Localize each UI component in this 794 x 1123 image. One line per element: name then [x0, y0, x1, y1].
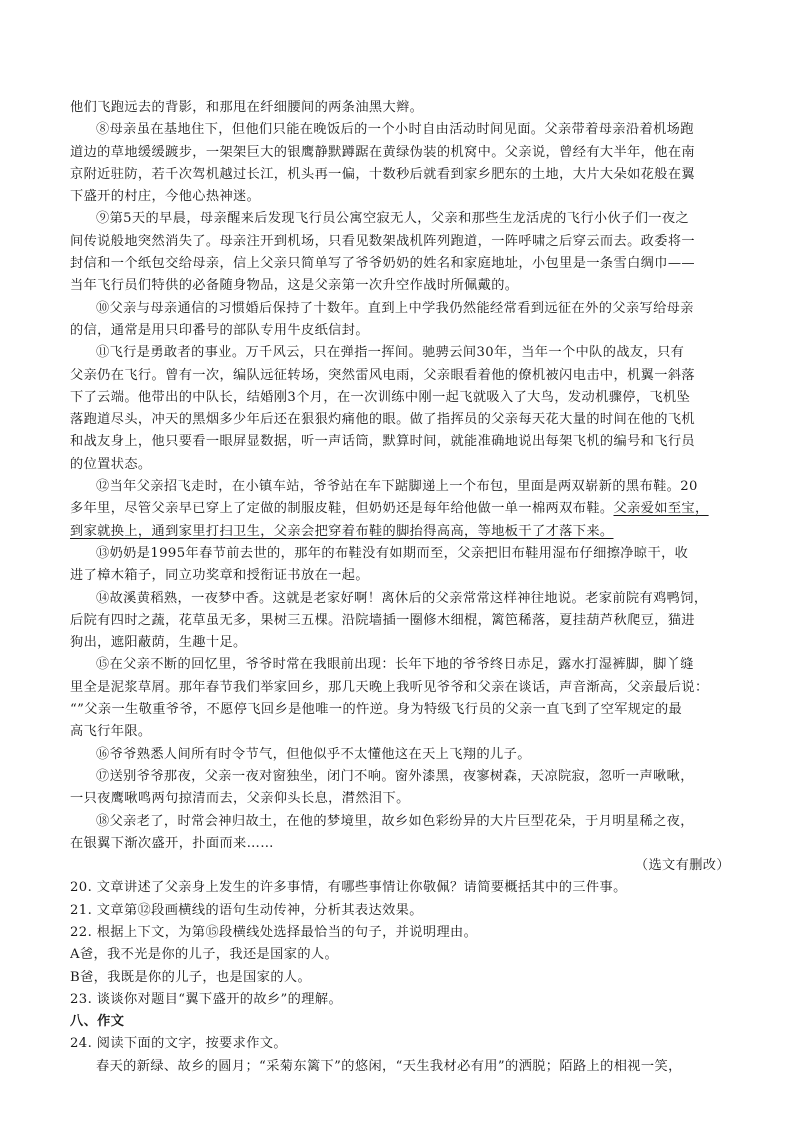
passage-line	[70, 298, 732, 320]
passage-line	[70, 454, 732, 476]
passage-line-text: “”父亲一生敬重爷爷，不愿停飞回乡是他唯一的忤逆。身为特级飞行员的父亲一直飞到了空军规定的最	[70, 702, 683, 718]
passage-line	[70, 320, 732, 342]
passage-line-text: 下盛开的村庄，今他心热神迷。	[70, 189, 261, 205]
passage-line	[70, 610, 732, 632]
passage-line-text: ⑨第5天的早晨，母亲醒来后发现飞行员公寓空寂无人，父亲和那些生龙活虎的飞行小伙子们一夜之	[96, 211, 690, 227]
passage-line-text: 进了樟木箱子，同立功奖章和授衔证书放在一起。	[70, 568, 369, 584]
passage-line	[70, 766, 732, 788]
passage-line-text: ⑪飞行是勇敢者的事业。万千风云，只在弹指一挥间。驰骋云间30年，当年一个中队的战友，只有	[96, 345, 685, 361]
passage-line-text: 和战友身上，他只要看一眼屏显数据，听一声话筒，默算时间，就能准确地说出每架飞机的编号和飞行员	[70, 434, 696, 450]
passage-line-text: ⑫当年父亲招飞走时，在小镇车站，爷爷站在车下踮脚递上一个布包，里面是两双崭新的黑布鞋。20	[96, 479, 698, 495]
passage-line-text: 的位置状态。	[70, 456, 152, 472]
passage-line-text: 高飞行年限。	[70, 724, 152, 740]
passage-line-text: ⑰送别爷爷那夜，父亲一夜对窗独坐，闭门不响。窗外漆黑，夜寥树森，天凉院寂，忽听一声啾啾，	[96, 768, 694, 784]
question-line: 22. 根据上下文，为第⑮段横线处选择最恰当的句子，并说明理由。	[70, 924, 478, 940]
passage-line	[70, 387, 732, 409]
passage-line	[70, 811, 732, 833]
passage-line	[70, 476, 732, 498]
writing-prompt-label: 24. 阅读下面的文字，按要求作文。	[70, 1036, 287, 1052]
passage-line	[70, 788, 732, 810]
passage-line	[70, 119, 732, 141]
passage-line	[70, 654, 732, 676]
passage-line	[70, 431, 732, 453]
question-list	[70, 877, 732, 1011]
passage-line-text: 落跑道尽头，冲天的黑烟多少年后还在狠狠灼痛他的眼。做了指挥员的父亲每天花大量的时间在他的飞机	[70, 412, 696, 428]
passage-line	[70, 498, 732, 520]
passage-line	[70, 521, 732, 543]
passage-line-text: 狗出，遮阳蔽荫，生趣十足。	[70, 635, 247, 651]
passage-line	[70, 97, 732, 119]
passage-line	[70, 699, 732, 721]
source-note: （选文有删改）	[634, 858, 730, 874]
passage-line-text: 多年里，尽管父亲早已穿上了定做的制服皮鞋，但奶奶还是每年给他做一单一棉两双布鞋。	[70, 501, 614, 517]
passage-line-text: ⑬奶奶是1995年春节前去世的，那年的布鞋没有如期而至，父亲把旧布鞋用湿布仔细擦净晾干，收	[96, 545, 689, 561]
passage-line-text: 父亲仍在飞行。曾有一次，编队远征转场，突然雷风电雨，父亲眼看着他的僚机被闪电击中，机翼一斜落	[70, 367, 696, 383]
passage-line-text: 道边的草地缓缓踱步，一架架巨大的银鹰静默蹲踞在黄绿伪装的机窝中。父亲说，曾经有大半年，他在南	[70, 144, 696, 160]
passage-line	[70, 142, 732, 164]
passage-line	[70, 164, 732, 186]
passage-line-text: 他们飞跑远去的背影，和那甩在纤细腰间的两条油黑大辫。	[70, 100, 424, 115]
passage-line-text: ⑯爷爷熟悉人间所有时令节气，但他似乎不太懂他这在天上飞翔的儿子。	[96, 746, 531, 762]
passage-line-text: ⑩父亲与母亲通信的习惯婚后保持了十数年。直到上中学我仍然能经常看到远征在外的父亲写给母亲	[96, 300, 694, 316]
passage-line-text: 里全是泥浆草屑。那年春节我们举家回乡，那几天晚上我听见爷爷和父亲在谈话，声音渐高，父亲最后说：	[70, 679, 709, 695]
underlined-sentence: 到家就换上，通到家里打扫卫生，父亲会把穿着布鞋的脚抬得高高，等地板干了才落下来。	[70, 523, 614, 539]
passage-line	[70, 588, 732, 610]
passage-line	[70, 677, 732, 699]
question-line: 21. 文章第⑫段画横线的语句生动传神，分析其表达效果。	[70, 902, 423, 918]
passage-line	[70, 342, 732, 364]
passage-line-text: 当年飞行员们特供的必备随身物品，这是父亲第一次升空作战时所佩戴的。	[70, 278, 519, 294]
passage-line	[70, 721, 732, 743]
writing-prompt-text: 春天的新绿、故乡的圆月；“采菊东篱下”的悠闲，“天生我材必有用”的洒脱；陌路上的相视一笑，	[96, 1058, 682, 1074]
passage-line-text: ⑱父亲老了，时常会神归故土，在他的梦境里，故乡如色彩纷异的大片巨型花朵，于月明星稀之夜，	[96, 813, 694, 829]
document-body	[70, 97, 732, 1078]
question-line: 23. 谈谈你对题目“翼下盛开的故乡”的理解。	[70, 991, 343, 1007]
reading-passage	[70, 97, 732, 855]
passage-line	[70, 186, 732, 208]
passage-line-text: ⑭故溪黄稻熟，一夜梦中香。这就是老家好啊！离休后的父亲常常这样神往地说。老家前院有鸡鸭饲，	[96, 590, 708, 606]
question-line: 20. 文章讲述了父亲身上发生的许多事情，有哪些事情让你敬佩？请简要概括其中的三件事。	[70, 880, 627, 896]
passage-line	[70, 365, 732, 387]
passage-line-text: 后院有四时之蔬，花草虽无多，果树三五棵。沿院墙插一圈修木细棍，篱笆稀落，夏挂葫芦秋爬豆，猫进	[70, 612, 696, 628]
passage-line	[70, 275, 732, 297]
passage-line	[70, 833, 732, 855]
passage-line-text: ⑮在父亲不断的回忆里，爷爷时常在我眼前出现：长年下地的爷爷终日赤足，露水打湿裤脚，脚丫缝	[96, 657, 694, 673]
question-line: A爸，我不光是你的儿子，我还是国家的人。	[70, 947, 339, 963]
question-line: B爸，我既是你的儿子，也是国家的人。	[70, 969, 312, 985]
passage-line	[70, 543, 732, 565]
passage-line-text: 封信和一个纸包交给母亲，信上父亲只简单写了爷爷奶奶的姓名和家庭地址，小包里是一条雪白绸巾——	[70, 256, 696, 272]
underlined-sentence: 父亲爱如至宝，	[613, 501, 709, 517]
section-heading: 八、作文	[70, 1014, 125, 1030]
passage-line-text: 一只夜鹰啾鸣两句掠清而去，父亲仰头长息，潸然泪下。	[70, 791, 410, 807]
passage-line-text: 京附近驻防，若千次驾机越过长江，机头再一偏，十数秒后就看到家乡肥东的土地，大片大朵如花般在翼	[70, 166, 696, 182]
passage-line	[70, 632, 732, 654]
passage-line-text: 间传说般地突然消失了。母亲注开到机场，只看见数架战机阵列跑道，一阵呼啸之后穿云而去。政委将一	[70, 233, 696, 249]
passage-line	[70, 565, 732, 587]
passage-line	[70, 231, 732, 253]
passage-line	[70, 208, 732, 230]
passage-line	[70, 409, 732, 431]
passage-line-text: ⑧母亲虽在基地住下，但他们只能在晚饭后的一个小时自由活动时间见面。父亲带着母亲沿着机场跑	[96, 122, 694, 138]
passage-line	[70, 253, 732, 275]
passage-line-text: 的信，通常是用只印番号的部队专用牛皮纸信封。	[70, 322, 369, 338]
passage-line-text: 在银翼下渐次盛开，扑面而来……	[70, 835, 274, 851]
passage-line-text: 下了云端。他带出的中队长，结婚刚3个月，在一次训练中刚一起飞就吸入了大鸟，发动机骤停，飞机坠	[70, 389, 691, 405]
passage-line	[70, 744, 732, 766]
